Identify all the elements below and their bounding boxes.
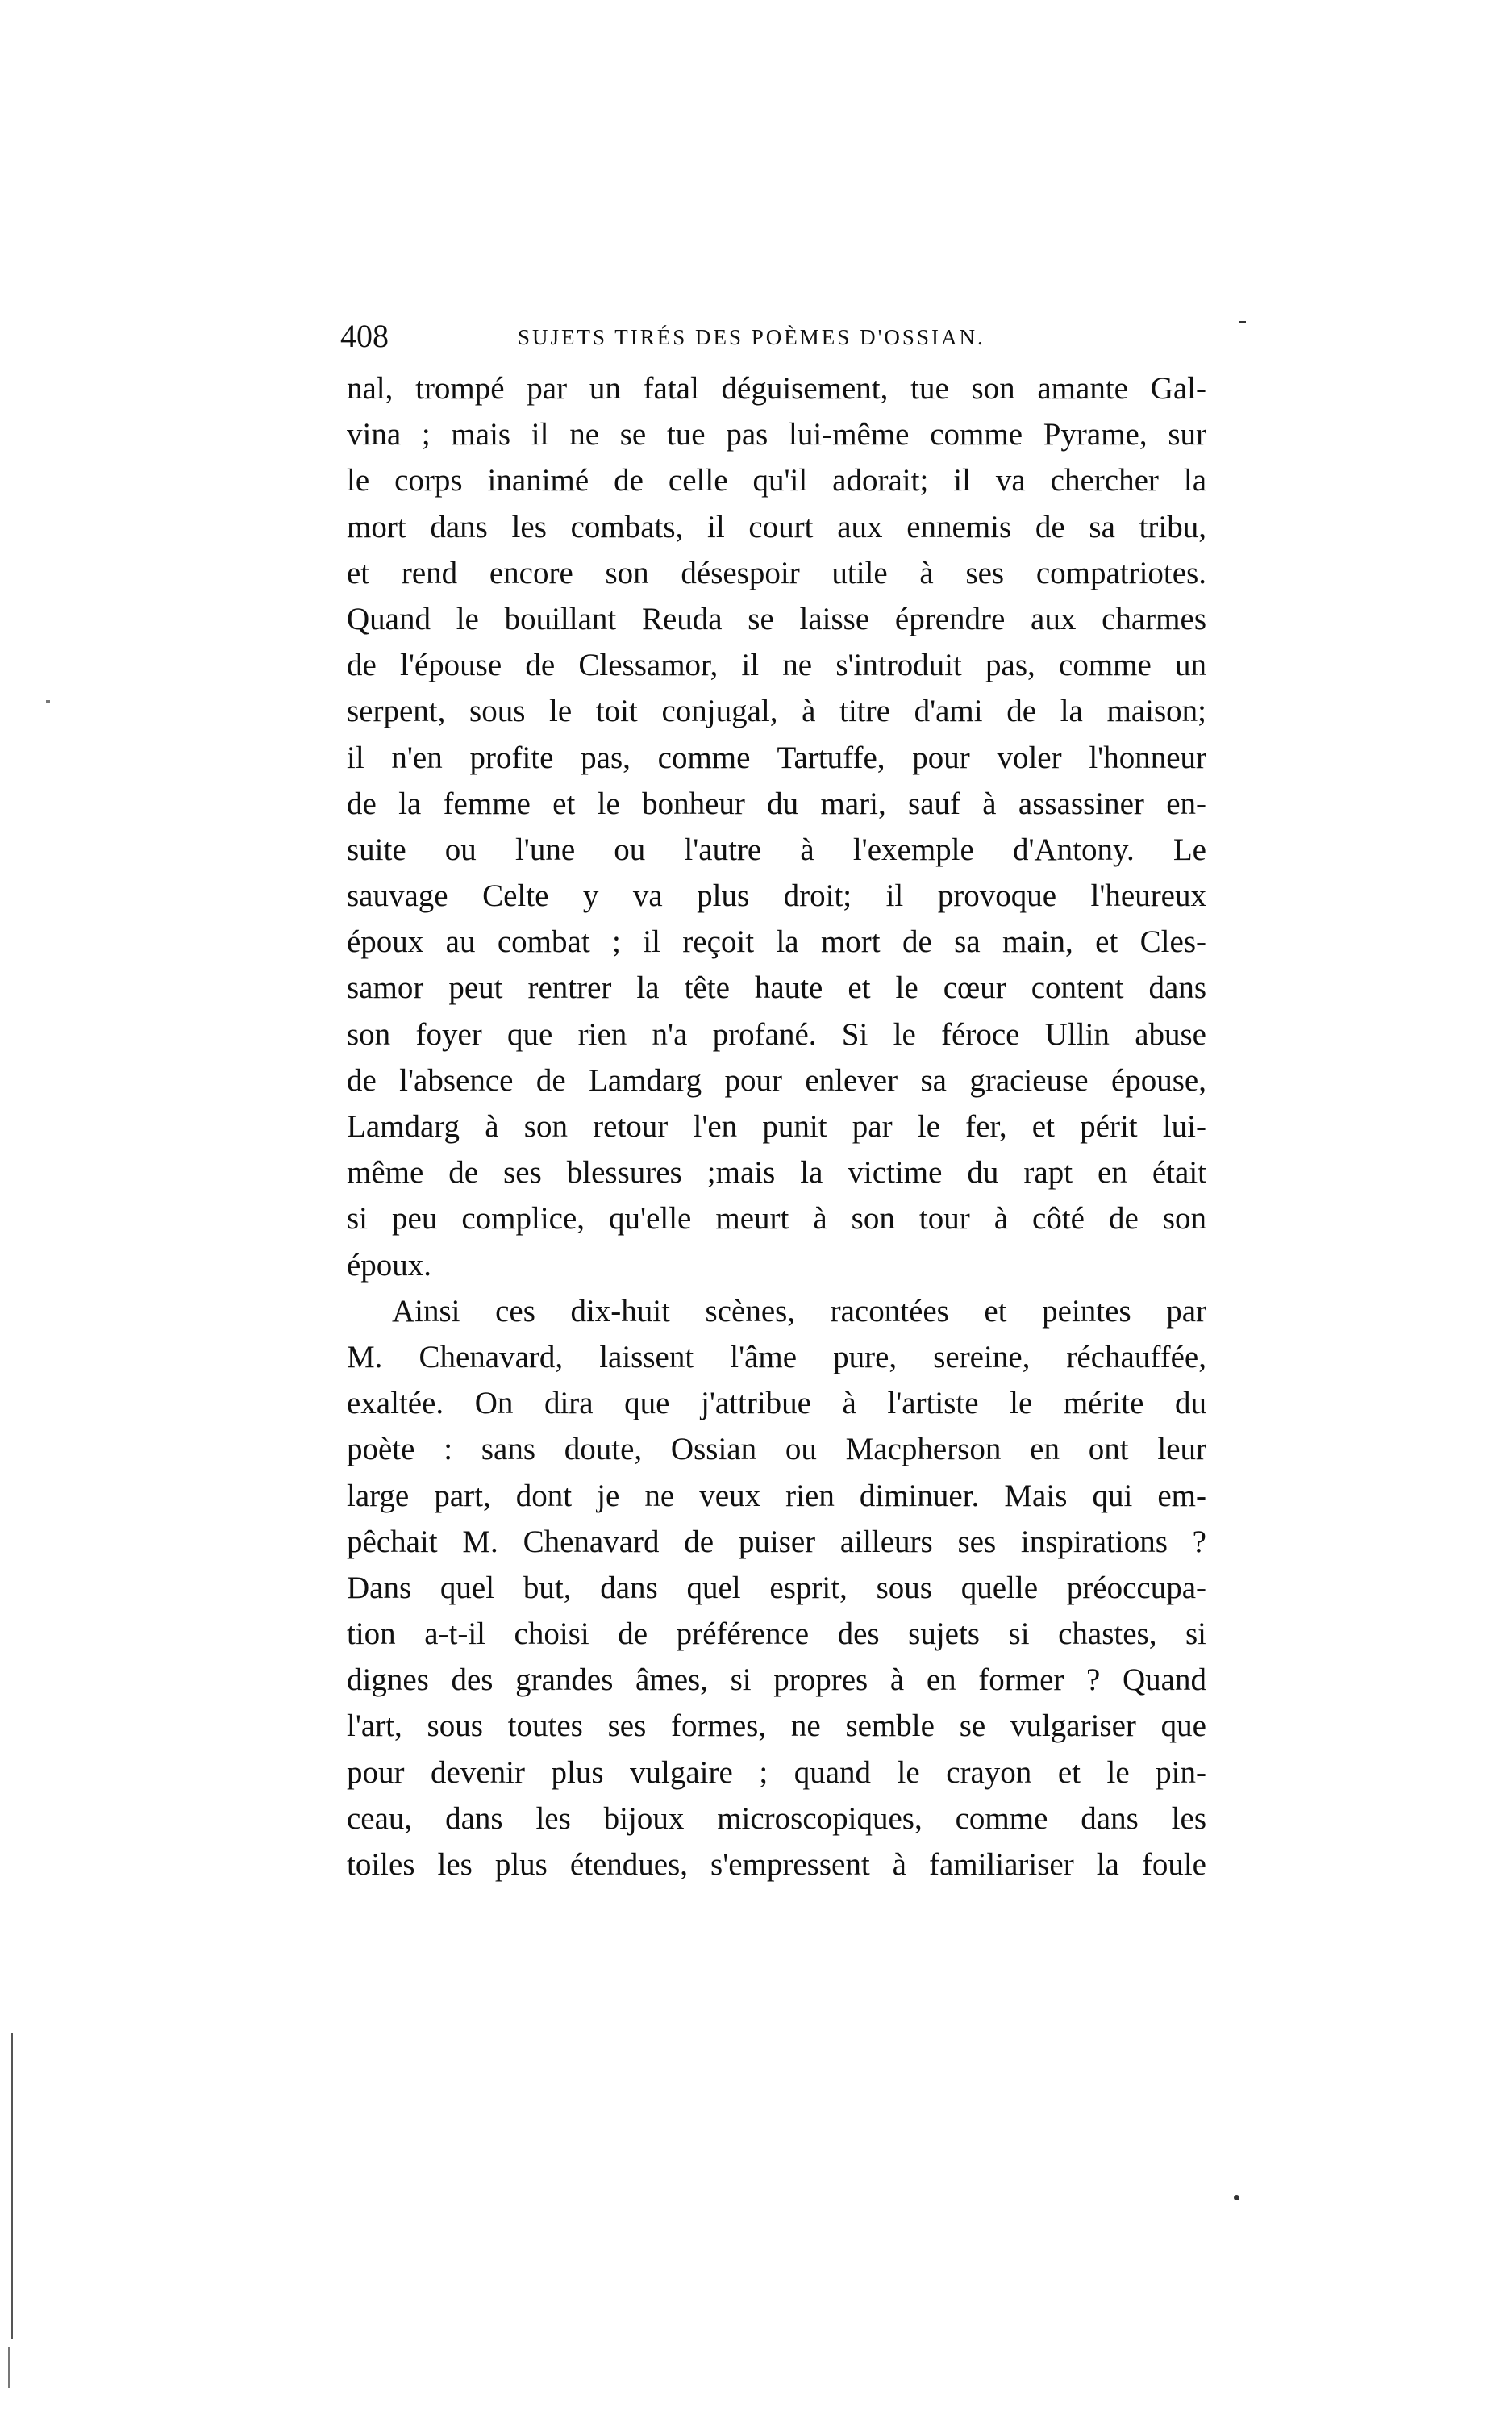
text-line: nal, trompé par un fatal déguisement, tue son amante Gal- xyxy=(347,371,1206,406)
text-line: son foyer que rien n'a profané. Si le féroce Ullin abuse xyxy=(347,1016,1206,1052)
binding-line xyxy=(8,2347,10,2388)
text-line: poète : sans doute, Ossian ou Macpherson en ont leur xyxy=(347,1432,1206,1467)
running-head: SUJETS TIRÉS DES POÈMES D'OSSIAN. xyxy=(518,325,985,349)
binding-line xyxy=(11,2033,13,2339)
text-line: mort dans les combats, il court aux ennemis de sa tribu, xyxy=(347,509,1206,544)
page-header xyxy=(340,316,1203,357)
text-line: Ainsi ces dix-huit scènes, racontées et peintes par xyxy=(392,1293,1206,1329)
text-line: M. Chenavard, laissent l'âme pure, sereine, réchauffée, xyxy=(347,1339,1206,1374)
scan-speck xyxy=(46,700,50,703)
text-line: de l'absence de Lamdarg pour enlever sa gracieuse épouse, xyxy=(347,1062,1206,1098)
text-line: samor peut rentrer la tête haute et le cœur content dans xyxy=(347,970,1206,1006)
text-line: vina ; mais il ne se tue pas lui-même comme Pyrame, sur xyxy=(347,417,1206,453)
text-line: si peu complice, qu'elle meurt à son tour à côté de son xyxy=(347,1201,1206,1237)
body-text xyxy=(347,365,1206,1888)
text-line: il n'en profite pas, comme Tartuffe, pour voler l'honneur xyxy=(347,740,1206,775)
text-line: pêchait M. Chenavard de puiser ailleurs ses inspirations ? xyxy=(347,1524,1206,1559)
scan-speck xyxy=(1234,2195,1239,2200)
text-line: pour devenir plus vulgaire ; quand le crayon et le pin- xyxy=(347,1754,1206,1790)
text-line: Quand le bouillant Reuda se laisse éprendre aux charmes xyxy=(347,601,1206,636)
scan-speck xyxy=(1239,321,1246,323)
text-line: de la femme et le bonheur du mari, sauf à assassiner en- xyxy=(347,786,1206,821)
text-line: de l'épouse de Clessamor, il ne s'introduit pas, comme un xyxy=(347,648,1206,683)
text-line: exaltée. On dira que j'attribue à l'artiste le mérite du xyxy=(347,1386,1206,1421)
text-line: Dans quel but, dans quel esprit, sous quelle préoccupa- xyxy=(347,1570,1206,1605)
text-line: serpent, sous le toit conjugal, à titre d'ami de la maison; xyxy=(347,694,1206,729)
text-line: dignes des grandes âmes, si propres à en former ? Quand xyxy=(347,1662,1206,1698)
text-line: tion a-t-il choisi de préférence des sujets si chastes, si xyxy=(347,1616,1206,1652)
text-line: sauvage Celte y va plus droit; il provoque l'heureux xyxy=(347,878,1206,914)
text-line: ceau, dans les bijoux microscopiques, comme dans les xyxy=(347,1800,1206,1836)
text-line: suite ou l'une ou l'autre à l'exemple d'Antony. Le xyxy=(347,832,1206,867)
page-number: 408 xyxy=(340,318,389,354)
text-line: même de ses blessures ;mais la victime du rapt en était xyxy=(347,1155,1206,1191)
text-line: et rend encore son désespoir utile à ses compatriotes. xyxy=(347,555,1206,590)
text-line: le corps inanimé de celle qu'il adorait; il va chercher la xyxy=(347,463,1206,498)
text-line: toiles les plus étendues, s'empressent à familiariser la foule xyxy=(347,1847,1206,1882)
text-line: Lamdarg à son retour l'en punit par le fer, et périt lui- xyxy=(347,1109,1206,1144)
text-line: l'art, sous toutes ses formes, ne semble se vulgariser que xyxy=(347,1708,1206,1744)
text-line: large part, dont je ne veux rien diminuer. Mais qui em- xyxy=(347,1478,1206,1513)
text-line: époux au combat ; il reçoit la mort de sa main, et Cles- xyxy=(347,924,1206,960)
text-line: époux. xyxy=(347,1247,432,1283)
